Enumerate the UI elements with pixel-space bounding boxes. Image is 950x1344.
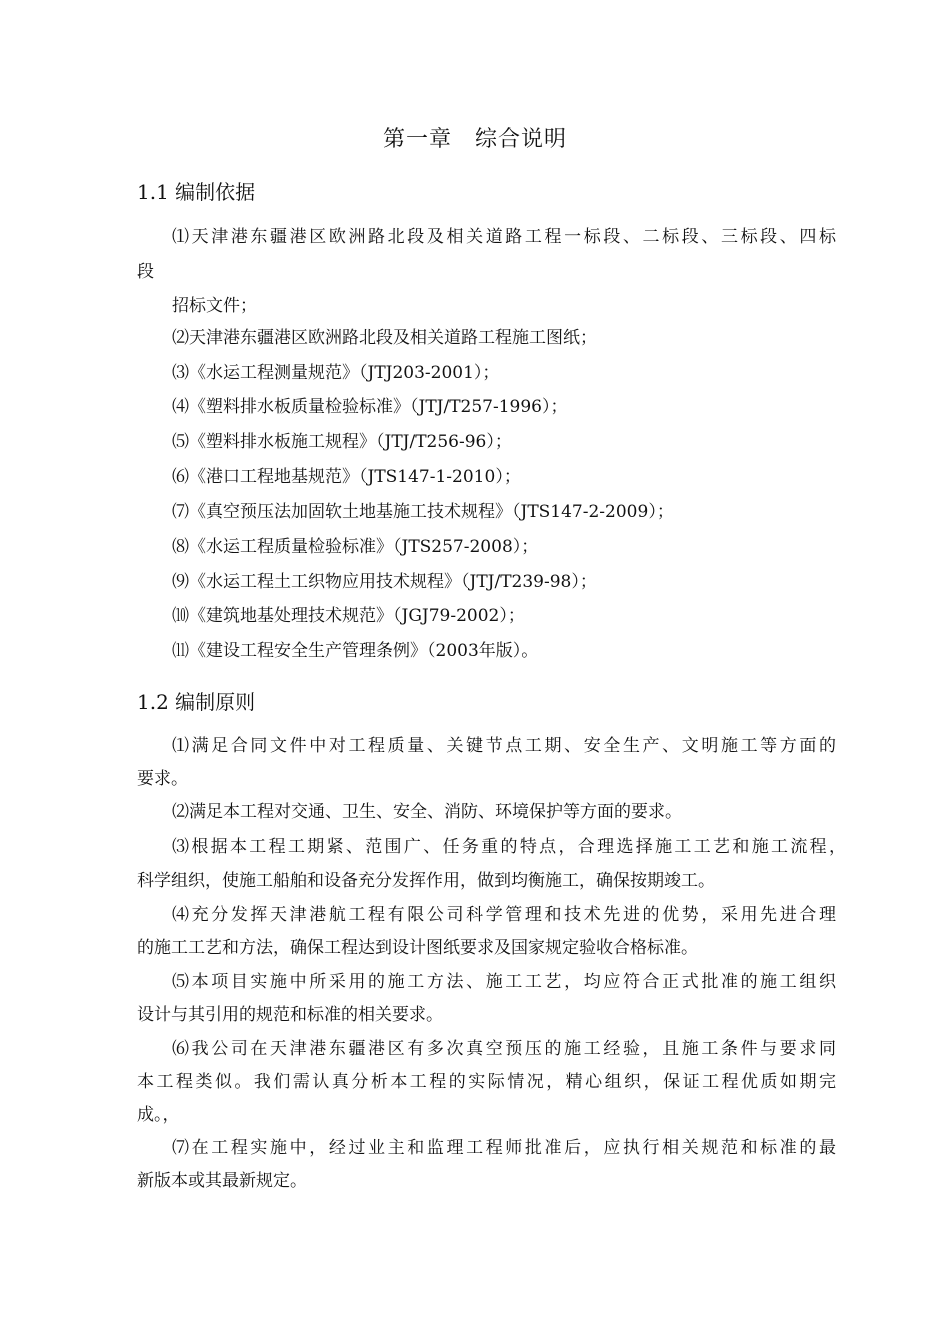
basis-item: ⑽《建筑地基处理技术规范》（JGJ79-2002）； <box>172 606 525 626</box>
basis-item: ⑾《建设工程安全生产管理条例》（2003年版）。 <box>172 641 539 661</box>
principle-line: ⑷充分发挥天津港航工程有限公司科学管理和技术先进的优势，采用先进合理 <box>172 905 836 925</box>
basis-item: ⑼《水运工程土工织物应用技术规程》（JTJ/T239-98）； <box>172 572 597 592</box>
basis-item: ⑶《水运工程测量规范》（JTJ203-2001）； <box>172 363 500 383</box>
principle-line: 科学组织，使施工船舶和设备充分发挥作用，做到均衡施工，确保按期竣工。 <box>137 871 715 891</box>
section-heading-1-2: 1.2 编制原则 <box>137 690 256 714</box>
principle-line: ⑶根据本工程工期紧、范围广、任务重的特点，合理选择施工工艺和施工流程， <box>172 837 846 857</box>
principle-line: 新版本或其最新规定。 <box>137 1171 307 1191</box>
basis-item-1-line-3: 招标文件； <box>172 296 257 316</box>
basis-item: ⑻《水运工程质量检验标准》（JTS257-2008）； <box>172 537 539 557</box>
basis-item-1-line-2: 段 <box>137 262 154 282</box>
basis-item: ⑷《塑料排水板质量检验标准》（JTJ/T257-1996）； <box>172 397 568 417</box>
basis-item: ⑹《港口工程地基规范》（JTS147-1-2010）； <box>172 467 521 487</box>
principle-line: 本工程类似。我们需认真分析本工程的实际情况，精心组织，保证工程优质如期完 <box>137 1072 836 1092</box>
principle-line: ⑸本项目实施中所采用的施工方法、施工工艺，均应符合正式批准的施工组织 <box>172 972 836 992</box>
basis-item-1-line-1: ⑴天津港东疆港区欧洲路北段及相关道路工程一标段、二标段、三标段、四标 <box>172 227 836 247</box>
basis-item: ⑵天津港东疆港区欧洲路北段及相关道路工程施工图纸； <box>172 328 597 348</box>
principle-line: ⑴满足合同文件中对工程质量、关键节点工期、安全生产、文明施工等方面的 <box>172 736 836 756</box>
principle-line: ⑵满足本工程对交通、卫生、安全、消防、环境保护等方面的要求。 <box>172 802 682 822</box>
basis-item: ⑺《真空预压法加固软土地基施工技术规程》（JTS147-2-2009）； <box>172 502 674 522</box>
chapter-title: 第一章 综合说明 <box>382 127 567 152</box>
principle-line: 要求。 <box>137 769 188 789</box>
principle-line: ⑺在工程实施中，经过业主和监理工程师批准后，应执行相关规范和标准的最 <box>172 1138 836 1158</box>
principle-line: 设计与其引用的规范和标准的相关要求。 <box>137 1005 443 1025</box>
principle-line: 成。， <box>137 1105 180 1125</box>
basis-item: ⑸《塑料排水板施工规程》（JTJ/T256-96）； <box>172 432 512 452</box>
principle-line: ⑹我公司在天津港东疆港区有多次真空预压的施工经验，且施工条件与要求同 <box>172 1039 836 1059</box>
section-heading-1-1: 1.1 编制依据 <box>137 180 256 204</box>
principle-line: 的施工工艺和方法，确保工程达到设计图纸要求及国家规定验收合格标准。 <box>137 938 698 958</box>
